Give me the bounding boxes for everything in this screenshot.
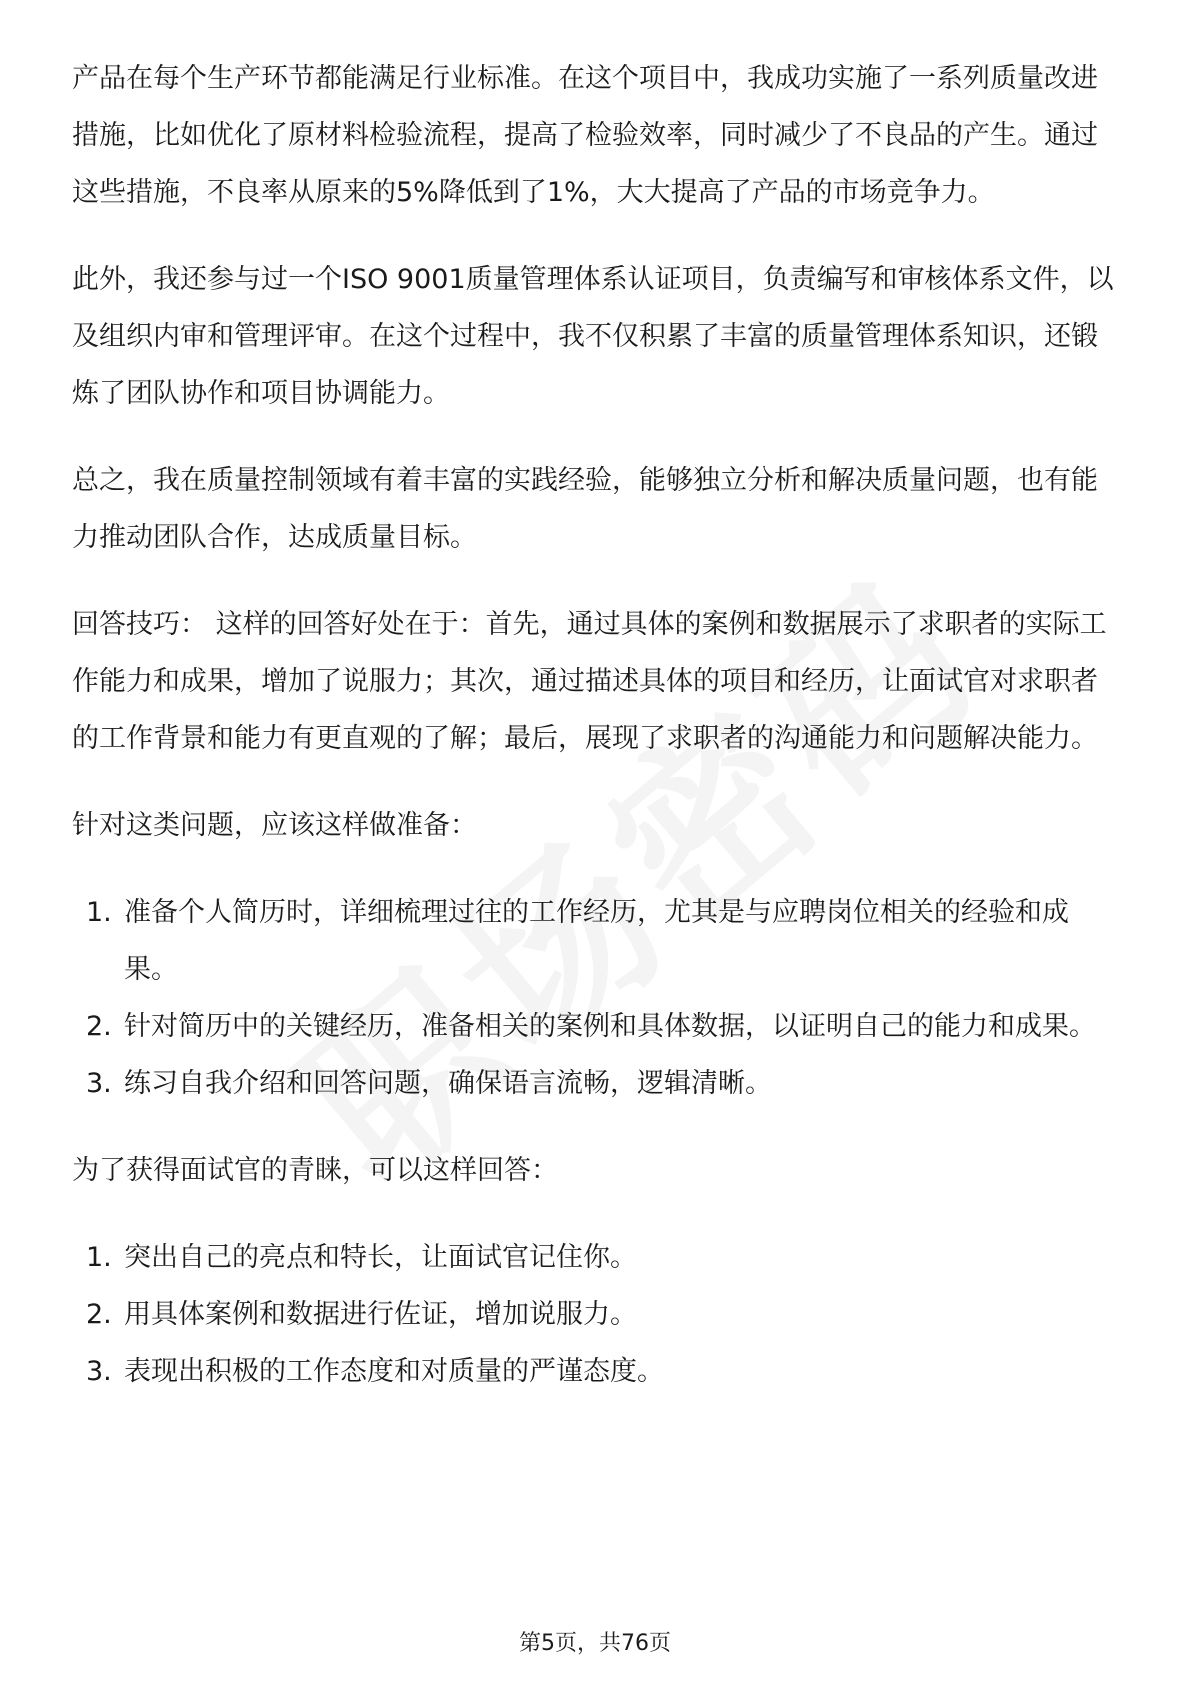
list-item-text: 针对简历中的关键经历，准备相关的案例和具体数据，以证明自己的能力和成果。 [124,1011,1096,1042]
paragraph-answer-heading: 为了获得面试官的青睐，可以这样回答： [72,1155,558,1186]
list-item-text: 用具体案例和数据进行佐证，增加说服力。 [124,1299,637,1330]
page-footer [0,1626,1190,1657]
paragraph-iso-certification: 此外，我还参与过一个ISO 9001质量管理体系认证项目，负责编写和审核体系文件，以及组织内审和管理评审。在这个过程中，我不仅积累了丰富的质量管理体系知识，还锻炼了团队协作和项目协调能力。 [72,264,1114,409]
document-body [72,50,1122,1430]
prep-list [72,884,1122,1112]
list-item [72,998,1122,1055]
list-number: 3. [86,1356,112,1387]
list-item [72,1286,1122,1343]
paragraph-answer-tips: 回答技巧： 这样的回答好处在于：首先，通过具体的案例和数据展示了求职者的实际工作能力和成果，增加了说服力；其次，通过描述具体的项目和经历，让面试官对求职者的工作背景和能力有更直观的了解；最后，展现了求职者的沟通能力和问题解决能力。 [72,609,1107,754]
paragraph-summary: 总之，我在质量控制领域有着丰富的实践经验，能够独立分析和解决质量问题，也有能力推动团队合作，达成质量目标。 [72,465,1098,553]
list-number: 1. [86,897,112,928]
list-number: 2. [86,1011,112,1042]
list-item-text: 准备个人简历时，详细梳理过往的工作经历，尤其是与应聘岗位相关的经验和成果。 [124,897,1069,985]
list-item-text: 突出自己的亮点和特长，让面试官记住你。 [124,1242,637,1273]
list-item [72,1343,1122,1400]
list-item [72,1055,1122,1112]
paragraph-project-results: 产品在每个生产环节都能满足行业标准。在这个项目中，我成功实施了一系列质量改进措施，比如优化了原材料检验流程，提高了检验效率，同时减少了不良品的产生。通过这些措施，不良率从原来的5%降低到了1%，大大提高了产品的市场竞争力。 [72,63,1098,208]
list-number: 2. [86,1299,112,1330]
list-item [72,884,1122,998]
list-number: 1. [86,1242,112,1273]
paragraph-prep-heading: 针对这类问题，应该这样做准备： [72,810,477,841]
list-item-text: 练习自我介绍和回答问题，确保语言流畅，逻辑清晰。 [124,1068,772,1099]
page-number: 第5页，共76页 [519,1631,671,1656]
list-item [72,1229,1122,1286]
answer-list [72,1229,1122,1400]
list-number: 3. [86,1068,112,1099]
list-item-text: 表现出积极的工作态度和对质量的严谨态度。 [124,1356,664,1387]
